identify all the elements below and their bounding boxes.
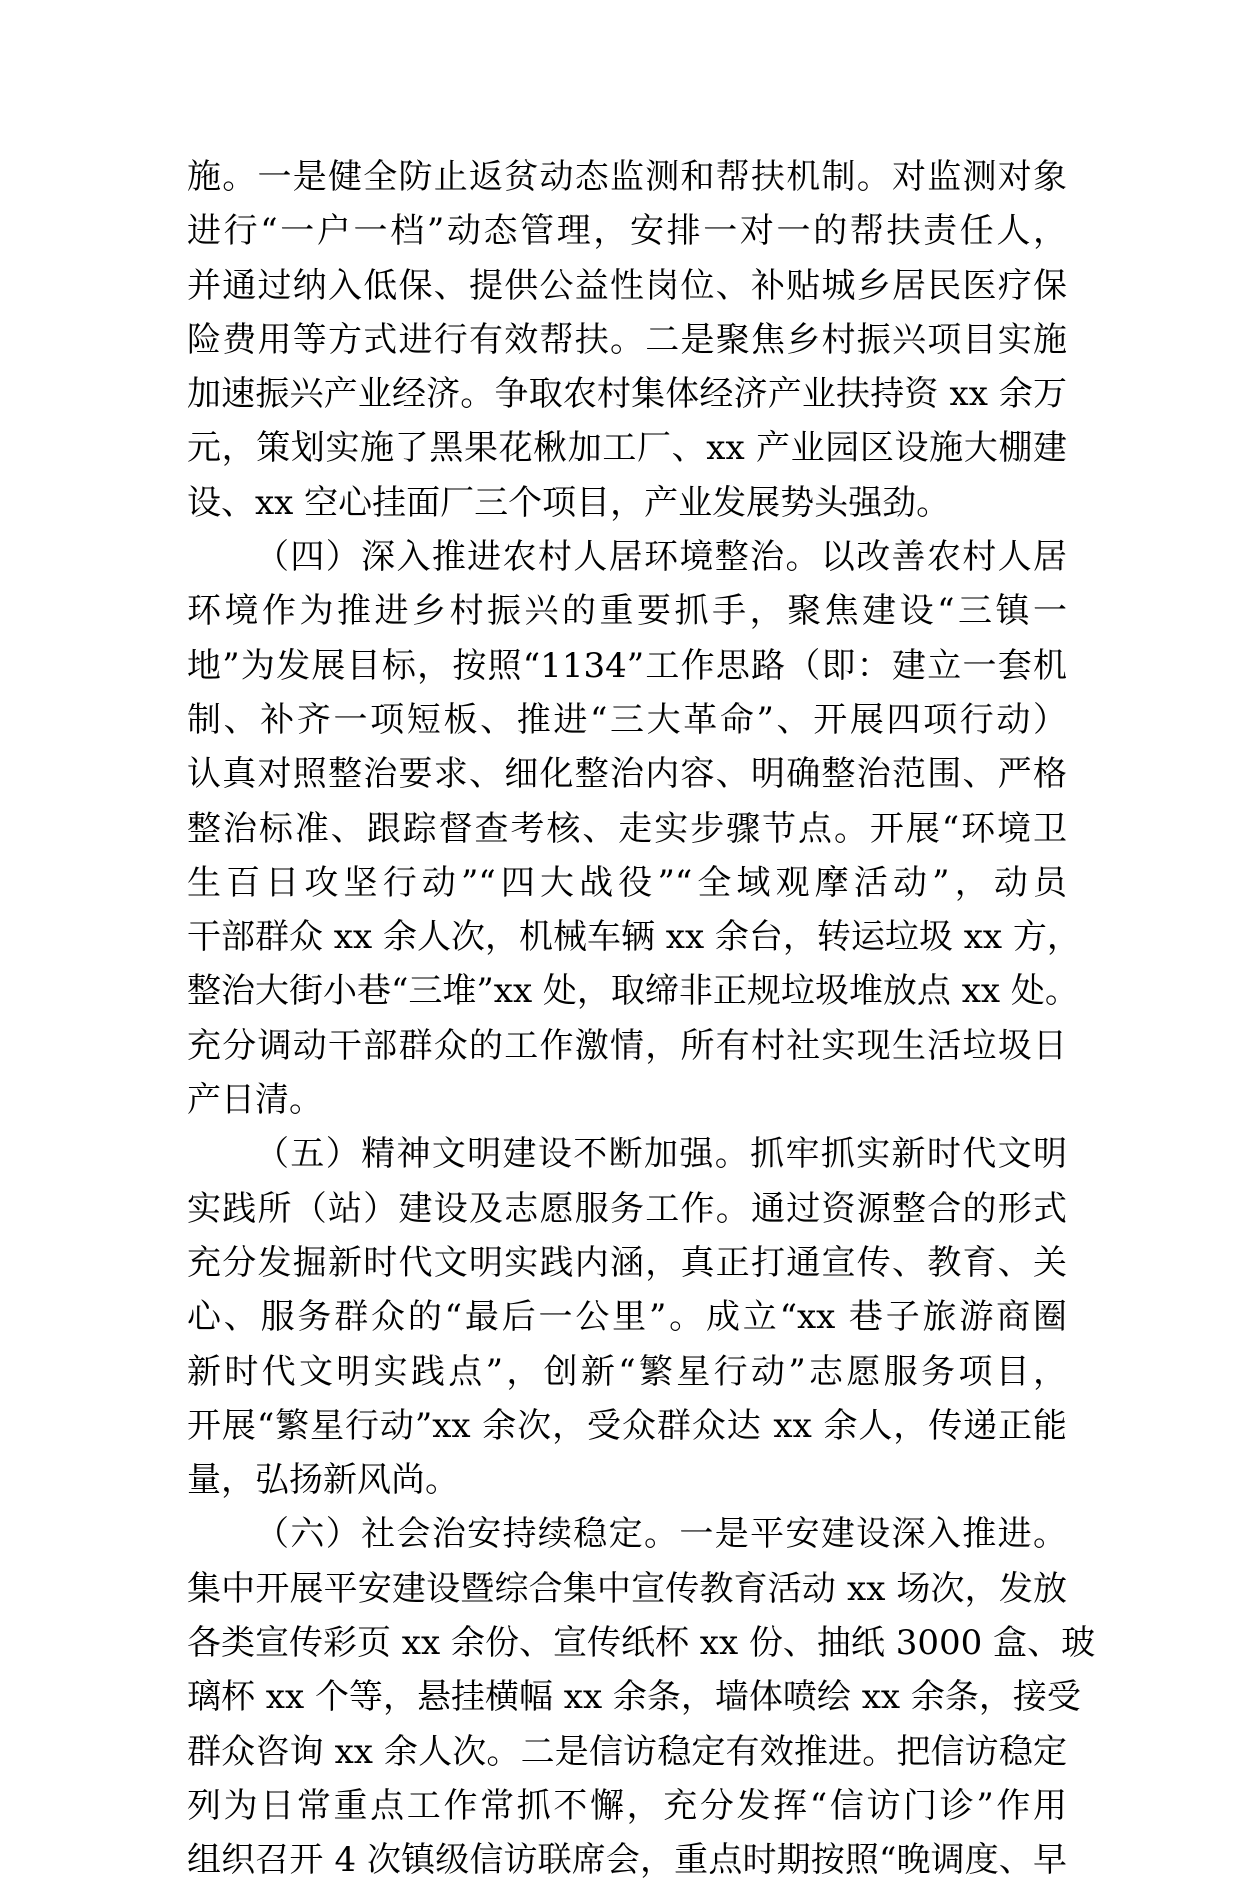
text-line: （五）精神文明建设不断加强。抓牢抓实新时代文明 <box>255 1134 1067 1175</box>
text-line: （四）深入推进农村人居环境整治。以改善农村人居 <box>255 537 1067 578</box>
text-line: 地”为发展目标，按照“1134”工作思路（即：建立一套机 <box>187 645 1067 686</box>
text-line: 设、xx 空心挂面厂三个项目，产业发展势头强劲。 <box>187 482 951 523</box>
document-body <box>187 150 1096 1888</box>
text-line: 并通过纳入低保、提供公益性岗位、补贴城乡居民医疗保 <box>187 265 1067 306</box>
text-line: 环境作为推进乡村振兴的重要抓手，聚焦建设“三镇一 <box>187 591 1067 632</box>
text-line: 充分调动干部群众的工作激情，所有村社实现生活垃圾日 <box>187 1025 1067 1066</box>
text-line: 各类宣传彩页 xx 余份、宣传纸杯 xx 份、抽纸 3000 盒、玻 <box>187 1623 1096 1664</box>
text-line: 生百日攻坚行动”“四大战役”“全域观摩活动”，动员 <box>187 862 1067 903</box>
text-line: 元，策划实施了黑果花楸加工厂、xx 产业园区设施大棚建 <box>187 428 1067 469</box>
text-line: 组织召开 4 次镇级信访联席会，重点时期按照“晚调度、早 <box>187 1840 1067 1881</box>
text-line: 新时代文明实践点”，创新“繁星行动”志愿服务项目， <box>187 1351 1067 1392</box>
text-line: 整治大街小巷“三堆”xx 处，取缔非正规垃圾堆放点 xx 处。 <box>187 971 1079 1012</box>
text-line: 群众咨询 xx 余人次。二是信访稳定有效推进。把信访稳定 <box>187 1731 1067 1772</box>
text-line: 险费用等方式进行有效帮扶。二是聚焦乡村振兴项目实施 <box>187 319 1067 360</box>
text-line: 干部群众 xx 余人次，机械车辆 xx 余台，转运垃圾 xx 方， <box>187 917 1081 958</box>
text-line: 进行“一户一档”动态管理，安排一对一的帮扶责任人， <box>187 211 1067 252</box>
text-line: 心、服务群众的“最后一公里”。成立“xx 巷子旅游商圈 <box>187 1297 1067 1338</box>
text-line: 列为日常重点工作常抓不懈，充分发挥“信访门诊”作用 <box>187 1785 1067 1826</box>
text-line: 璃杯 xx 个等，悬挂横幅 xx 余条，墙体喷绘 xx 余条，接受 <box>187 1677 1081 1718</box>
text-line: 施。一是健全防止返贫动态监测和帮扶机制。对监测对象 <box>187 157 1067 197</box>
text-line: 充分发掘新时代文明实践内涵，真正打通宣传、教育、关 <box>187 1242 1067 1283</box>
text-line: 加速振兴产业经济。争取农村集体经济产业扶持资 xx 余万 <box>187 374 1067 415</box>
text-line: 制、补齐一项短板、推进“三大革命”、开展四项行动） <box>187 699 1067 740</box>
text-line: 开展“繁星行动”xx 余次，受众群众达 xx 余人，传递正能 <box>187 1405 1067 1446</box>
text-line: 产日清。 <box>187 1080 323 1121</box>
text-line: （六）社会治安持续稳定。一是平安建设深入推进。 <box>255 1514 1067 1555</box>
text-line: 集中开展平安建设暨综合集中宣传教育活动 xx 场次，发放 <box>187 1568 1067 1609</box>
text-line: 整治标准、跟踪督查考核、走实步骤节点。开展“环境卫 <box>187 808 1067 849</box>
text-line: 量，弘扬新风尚。 <box>187 1460 459 1501</box>
text-line: 认真对照整治要求、细化整治内容、明确整治范围、严格 <box>187 754 1067 795</box>
text-line: 实践所（站）建设及志愿服务工作。通过资源整合的形式 <box>187 1188 1067 1229</box>
